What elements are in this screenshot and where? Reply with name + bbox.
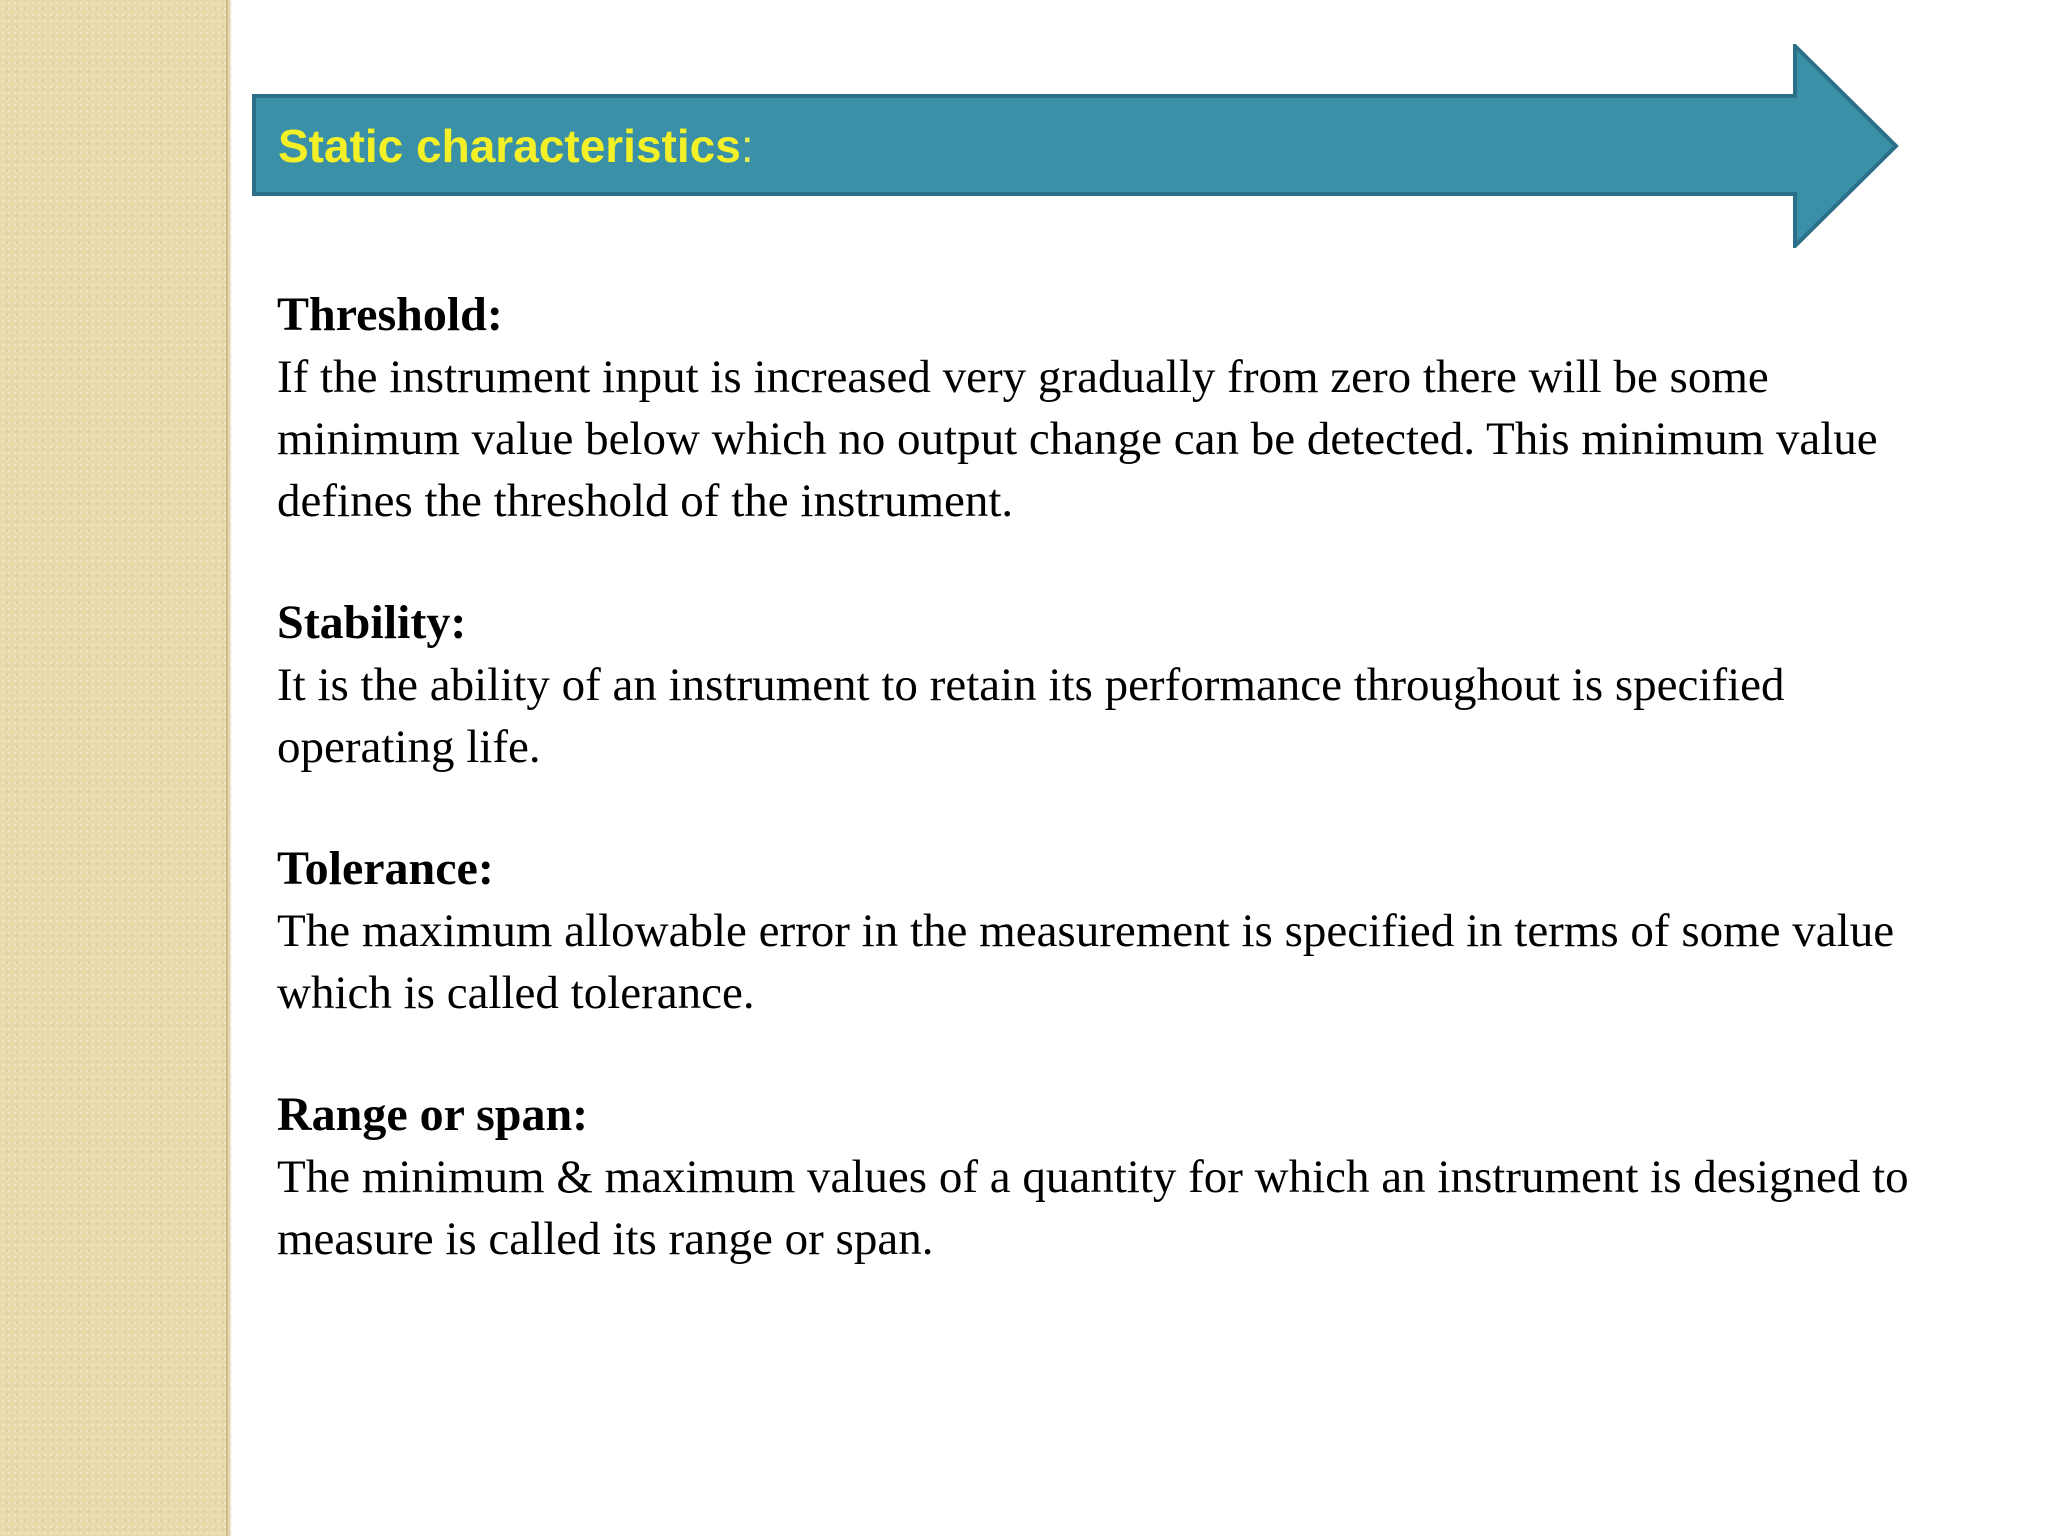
- section-body: It is the ability of an instrument to retain its performance throughout is specified operating life.: [277, 659, 1785, 773]
- section-heading: Range or span:: [277, 1088, 589, 1141]
- content-area: [277, 284, 1957, 1330]
- section-heading: Stability:: [277, 596, 467, 649]
- section-stability: [277, 592, 1957, 778]
- section-body: The minimum & maximum values of a quantity for which an instrument is designed to measure is called its range or span.: [277, 1151, 1909, 1265]
- page-title-text: Static characteristics: [278, 120, 741, 172]
- decorative-side-band: [0, 0, 226, 1536]
- section-body: If the instrument input is increased very gradually from zero there will be some minimum value below which no output change can be detected. This minimum value defines the threshold of the instrument.: [277, 351, 1878, 527]
- section-range-or-span: [277, 1084, 1957, 1270]
- side-band-edge: [226, 0, 232, 1536]
- section-heading: Threshold:: [277, 288, 503, 341]
- section-threshold: [277, 284, 1957, 532]
- page-title: [278, 116, 754, 176]
- page-title-colon: :: [740, 120, 754, 172]
- section-body: The maximum allowable error in the measurement is specified in terms of some value which is called tolerance.: [277, 905, 1895, 1019]
- section-heading: Tolerance:: [277, 842, 494, 895]
- section-tolerance: [277, 838, 1957, 1024]
